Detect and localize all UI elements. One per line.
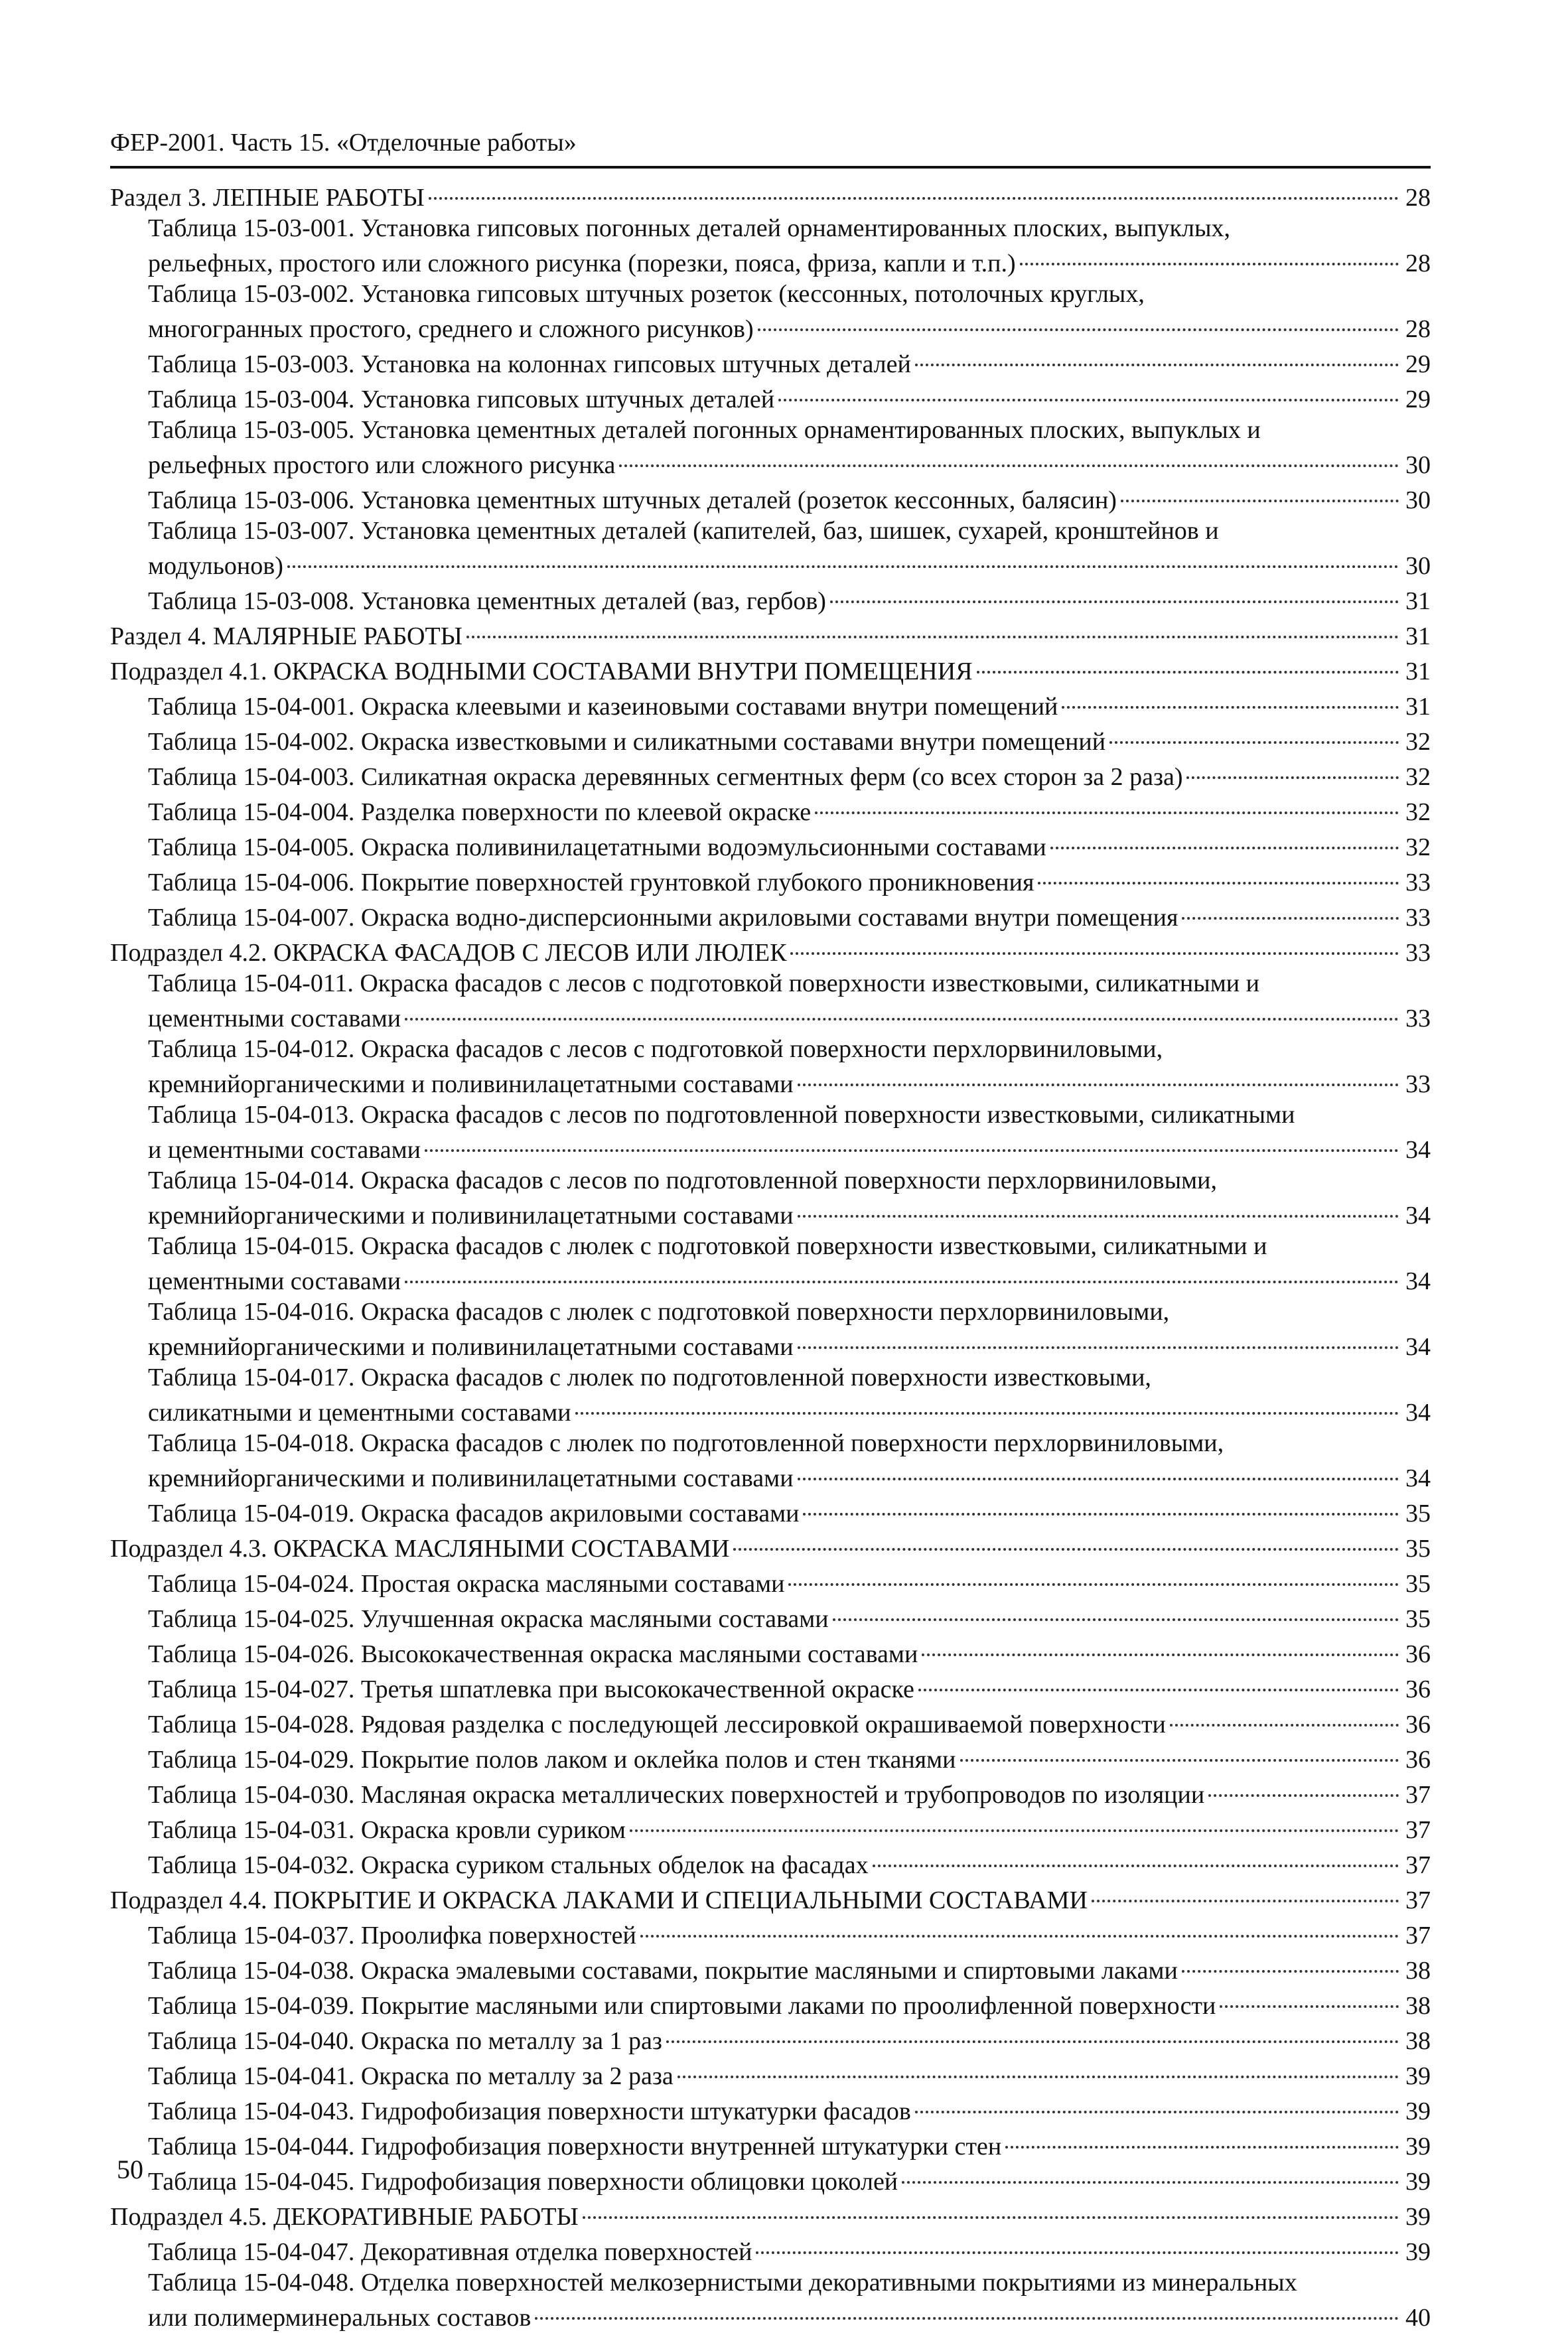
toc-table-entry: [110, 380, 1431, 415]
toc-page-number: 35: [1405, 1500, 1431, 1527]
toc-page-number: 37: [1405, 1851, 1431, 1879]
dot-leader: [960, 1734, 1399, 1762]
toc-page-number: 29: [1405, 386, 1431, 413]
dot-leader: [798, 1321, 1399, 1349]
toc-table-entry: [110, 2232, 1431, 2267]
dot-leader: [798, 1452, 1399, 1480]
toc-page-number: 39: [1405, 2062, 1431, 2090]
toc-entry-text: Подраздел 4.2. ОКРАСКА ФАСАДОВ С ЛЕСОВ ИЛИ ЛЮЛЕК: [110, 939, 787, 967]
dot-leader: [798, 1058, 1399, 1086]
toc-entry-text: Таблица 15-03-001. Установка гипсовых погонных деталей орнаментированных плоских, выпуклых,: [148, 214, 1230, 242]
dot-leader: [640, 1910, 1399, 1938]
toc-entry-line: [148, 999, 1431, 1034]
toc-page-number: 34: [1405, 1136, 1431, 1164]
toc-entry-line: [148, 480, 1431, 516]
dot-leader: [790, 927, 1399, 955]
toc-page-number: 28: [1405, 249, 1431, 277]
dot-leader: [778, 374, 1399, 401]
toc-table-entry: [110, 2267, 1431, 2333]
toc-entry-text: или полимерминеральных составов: [148, 2304, 532, 2332]
toc-page-number: 32: [1405, 833, 1431, 861]
dot-leader: [1062, 681, 1399, 709]
toc-page-number: 35: [1405, 1570, 1431, 1598]
toc-table-entry: [110, 1165, 1431, 1231]
toc-entry-text: Таблица 15-04-007. Окраска водно-дисперсионными акриловыми составами внутри помещения: [148, 904, 1178, 932]
toc-entry-text: Таблица 15-04-003. Силикатная окраска деревянных сегментных ферм (со всех сторон за 2 раза): [148, 763, 1183, 791]
toc-page-number: 32: [1405, 798, 1431, 826]
toc-page-number: 38: [1405, 1992, 1431, 2020]
toc-entry-text: Таблица 15-03-005. Установка цементных деталей погонных орнаментированных плоских, выпуклых и: [148, 416, 1261, 444]
dot-leader: [830, 575, 1399, 603]
toc-entry-text: Таблица 15-04-019. Окраска фасадов акриловыми составами: [148, 1500, 800, 1527]
toc-table-entry: [110, 1428, 1431, 1494]
toc-entry-text: Таблица 15-04-014. Окраска фасадов с лесов по подготовленной поверхности перхлорвиниловыми,: [148, 1166, 1218, 1194]
dot-leader: [1092, 1874, 1399, 1902]
toc-entry-text: многогранных простого, среднего и сложного рисунков): [148, 315, 754, 343]
toc-entry-text: Таблица 15-03-008. Установка цементных деталей (ваз, гербов): [148, 587, 826, 615]
dot-leader: [1186, 751, 1399, 779]
toc-entry-text: Таблица 15-04-018. Окраска фасадов с люлек по подготовленной поверхности перхлорвиниловыми,: [148, 1429, 1224, 1457]
toc-entry-text: Раздел 4. МАЛЯРНЫЕ РАБОТЫ: [110, 622, 463, 650]
toc-page-number: 39: [1405, 2238, 1431, 2266]
dot-leader: [619, 439, 1399, 467]
toc-section-entry: [110, 178, 1431, 213]
toc-page-number: 39: [1405, 2133, 1431, 2160]
toc-entry-text: Подраздел 4.1. ОКРАСКА ВОДНЫМИ СОСТАВАМИ ВНУТРИ ПОМЕЩЕНИЯ: [110, 658, 973, 685]
toc-entry-text: Таблица 15-04-012. Окраска фасадов с лесов с подготовкой поверхности перхлорвиниловыми,: [148, 1035, 1163, 1063]
toc-page-number: 36: [1405, 1640, 1431, 1668]
toc-entry-text: Таблица 15-04-041. Окраска по металлу за 2 раза: [148, 2062, 674, 2090]
dot-leader: [977, 646, 1399, 673]
toc-table-entry: [110, 1362, 1431, 1428]
toc-page-number: 34: [1405, 1464, 1431, 1492]
toc-entry-text: рельефных, простого или сложного рисунка (порезки, пояса, фриза, капли и т.п.): [148, 249, 1016, 277]
dot-leader: [803, 1488, 1399, 1516]
dot-leader: [466, 610, 1399, 638]
toc-entry-text: Таблица 15-04-040. Окраска по металлу за 1 раз: [148, 2027, 662, 2055]
toc-entry-text: Таблица 15-04-029. Покрытие полов лаком и оклейка полов и стен тканями: [148, 1746, 956, 1774]
toc-entry-line: [148, 1261, 1431, 1297]
toc-table-entry: [110, 1231, 1431, 1297]
toc-entry-text: Таблица 15-04-027. Третья шпатлевка при высококачественной окраске: [148, 1675, 914, 1703]
toc-page-number: 34: [1405, 1399, 1431, 1427]
toc-table-entry: [110, 213, 1431, 279]
toc-entry-text: и цементными составами: [148, 1136, 421, 1164]
toc-entry-text: Таблица 15-04-045. Гидрофобизация поверхности облицовки цоколей: [148, 2168, 898, 2196]
dot-leader: [733, 1523, 1399, 1551]
toc-entry-line: [148, 1064, 1431, 1099]
toc-entry-line: [148, 1393, 1431, 1428]
toc-table-entry: [110, 968, 1431, 1034]
dot-leader: [425, 1124, 1399, 1152]
toc-page-number: 37: [1405, 1816, 1431, 1844]
toc-page-number: 34: [1405, 1202, 1431, 1230]
dot-leader: [756, 2226, 1399, 2254]
toc-entry-text: Таблица 15-03-002. Установка гипсовых штучных розеток (кессонных, потолочных круглых,: [148, 280, 1145, 308]
dot-leader: [583, 2191, 1399, 2219]
toc-page-number: 33: [1405, 1005, 1431, 1032]
toc-table-entry: [110, 1297, 1431, 1362]
toc-page-number: 37: [1405, 1922, 1431, 1949]
toc-table-entry: [110, 415, 1431, 480]
toc-entry-text: модульонов): [148, 552, 283, 580]
toc-entry-text: Таблица 15-04-025. Улучшенная окраска масляными составами: [148, 1605, 829, 1633]
dot-leader: [1121, 474, 1399, 502]
dot-leader: [873, 1839, 1399, 1867]
toc-entry-text: Таблица 15-04-032. Окраска суриком стальных обделок на фасадах: [148, 1851, 869, 1879]
dot-leader: [677, 2050, 1399, 2078]
toc-page-number: 33: [1405, 1070, 1431, 1098]
toc-page-number: 36: [1405, 1746, 1431, 1774]
dot-leader: [788, 1558, 1399, 1586]
toc-entry-text: Таблица 15-03-003. Установка на колоннах гипсовых штучных деталей: [148, 350, 911, 378]
toc-entry-text: Таблица 15-04-024. Простая окраска масляными составами: [148, 1570, 785, 1598]
dot-leader: [833, 1593, 1399, 1621]
dot-leader: [535, 2292, 1399, 2320]
toc-page-number: 39: [1405, 2203, 1431, 2231]
toc-page-number: 37: [1405, 1781, 1431, 1809]
dot-leader: [922, 1628, 1399, 1656]
toc-table-entry: [110, 480, 1431, 516]
toc-entry-text: Таблица 15-04-005. Окраска поливинилацетатными водоэмульсионными составами: [148, 833, 1046, 861]
toc-entry-text: Таблица 15-03-007. Установка цементных деталей (капителей, баз, шишек, сухарей, кронштейнов и: [148, 517, 1219, 545]
dot-leader: [1038, 857, 1399, 884]
dot-leader: [1182, 892, 1399, 920]
dot-leader: [815, 786, 1399, 814]
dot-leader: [575, 1387, 1399, 1415]
toc-entry-text: Таблица 15-04-043. Гидрофобизация поверхности штукатурки фасадов: [148, 2097, 911, 2125]
toc-page-number: 32: [1405, 728, 1431, 756]
running-header: ФЕР-2001. Часть 15. «Отделочные работы»: [110, 129, 577, 157]
toc-page-number: 31: [1405, 622, 1431, 650]
toc-section-entry: [110, 933, 1431, 968]
toc-page-number: 30: [1405, 451, 1431, 479]
toc-page-number: 29: [1405, 350, 1431, 378]
toc-entry-text: Таблица 15-04-031. Окраска кровли суриком: [148, 1816, 626, 1844]
toc-entry-line: [110, 178, 1431, 213]
toc-page-number: 35: [1405, 1535, 1431, 1563]
toc-page-number: 38: [1405, 2027, 1431, 2055]
dot-leader: [1050, 821, 1399, 849]
toc-page-number: 35: [1405, 1605, 1431, 1633]
toc-table-entry: [110, 279, 1431, 344]
toc-entry-text: Таблица 15-04-006. Покрытие поверхностей грунтовкой глубокого проникновения: [148, 869, 1034, 896]
toc-entry-text: силикатными и цементными составами: [148, 1399, 571, 1427]
page-number: 50: [117, 2155, 143, 2184]
toc-page-number: 36: [1405, 1711, 1431, 1738]
toc-page-number: 30: [1405, 552, 1431, 580]
toc-entry-text: Таблица 15-04-047. Декоративная отделка поверхностей: [148, 2238, 752, 2266]
dot-leader: [287, 540, 1399, 568]
toc-entry-text: Таблица 15-03-004. Установка гипсовых штучных деталей: [148, 386, 775, 413]
dot-leader: [1170, 1699, 1399, 1727]
toc-page-number: 39: [1405, 2168, 1431, 2196]
dot-leader: [918, 1663, 1399, 1691]
toc-entry-text: цементными составами: [148, 1005, 401, 1032]
toc-page-number: 39: [1405, 2097, 1431, 2125]
dot-leader: [758, 303, 1399, 331]
toc-entry-text: рельефных простого или сложного рисунка: [148, 451, 616, 479]
toc-entry-text: Раздел 3. ЛЕПНЫЕ РАБОТЫ: [110, 184, 425, 212]
toc-page-number: 38: [1405, 1957, 1431, 1985]
toc-page-number: 37: [1405, 1886, 1431, 1914]
toc-entry-text: кремнийорганическими и поливинилацетатными составами: [148, 1070, 794, 1098]
dot-leader: [915, 2086, 1399, 2113]
toc-entry-text: Таблица 15-04-017. Окраска фасадов с люлек по подготовленной поверхности известковыми,: [148, 1364, 1151, 1391]
toc-entry-text: Таблица 15-04-030. Масляная окраска металлических поверхностей и трубопроводов по изоляции: [148, 1781, 1205, 1809]
toc-page-number: 34: [1405, 1333, 1431, 1361]
toc-page-number: 33: [1405, 939, 1431, 967]
toc-entry-text: Подраздел 4.3. ОКРАСКА МАСЛЯНЫМИ СОСТАВАМИ: [110, 1535, 730, 1563]
toc-entry-text: кремнийорганическими и поливинилацетатными составами: [148, 1464, 794, 1492]
toc-entry-line: [148, 1327, 1431, 1362]
toc-entry-text: Подраздел 4.5. ДЕКОРАТИВНЫЕ РАБОТЫ: [110, 2203, 579, 2231]
toc-entry-text: Подраздел 4.4. ПОКРЫТИЕ И ОКРАСКА ЛАКАМИ И СПЕЦИАЛЬНЫМИ СОСТАВАМИ: [110, 1886, 1088, 1914]
toc-entry-text: Таблица 15-04-039. Покрытие масляными или спиртовыми лаками по проолифленной поверхности: [148, 1992, 1216, 2020]
dot-leader: [405, 1255, 1399, 1283]
toc-entry-text: Таблица 15-04-026. Высококачественная окраска масляными составами: [148, 1640, 918, 1668]
toc-page-number: 34: [1405, 1267, 1431, 1295]
toc-entry-line: [148, 2232, 1431, 2267]
toc-page-number: 28: [1405, 184, 1431, 212]
toc-entry-line: [148, 2298, 1431, 2333]
dot-leader: [1220, 1980, 1399, 2008]
dot-leader: [902, 2156, 1399, 2184]
toc-page-number: 30: [1405, 486, 1431, 514]
table-of-contents: [110, 178, 1431, 2333]
toc-entry-text: Таблица 15-04-028. Рядовая разделка с последующей лессировкой окрашиваемой поверхности: [148, 1711, 1166, 1738]
toc-entry-text: кремнийорганическими и поливинилацетатными составами: [148, 1333, 794, 1361]
dot-leader: [798, 1190, 1399, 1218]
dot-leader: [1005, 2121, 1399, 2149]
dot-leader: [915, 338, 1399, 366]
toc-entry-text: Таблица 15-04-002. Окраска известковыми и силикатными составами внутри помещений: [148, 728, 1106, 756]
toc-entry-text: кремнийорганическими и поливинилацетатными составами: [148, 1202, 794, 1230]
toc-entry-text: Таблица 15-04-011. Окраска фасадов с лесов с подготовкой поверхности известковыми, силикатными и: [148, 969, 1259, 997]
toc-entry-line: [148, 1130, 1431, 1165]
toc-page-number: 31: [1405, 693, 1431, 721]
toc-entry-text: Таблица 15-04-037. Проолифка поверхностей: [148, 1922, 636, 1949]
toc-entry-text: Таблица 15-04-044. Гидрофобизация поверхности внутренней штукатурки стен: [148, 2133, 1002, 2160]
toc-table-entry: [110, 516, 1431, 581]
toc-entry-text: Таблица 15-04-013. Окраска фасадов с лесов по подготовленной поверхности известковыми, силикатными: [148, 1101, 1295, 1129]
dot-leader: [1208, 1769, 1399, 1797]
header-rule: [110, 166, 1431, 169]
toc-entry-line: [148, 244, 1431, 279]
toc-page-number: 40: [1405, 2304, 1431, 2332]
toc-page-number: 28: [1405, 315, 1431, 343]
toc-entry-line: [110, 933, 1431, 968]
toc-entry-text: Таблица 15-04-004. Разделка поверхности по клеевой окраске: [148, 798, 812, 826]
toc-entry-text: цементными составами: [148, 1267, 401, 1295]
dot-leader: [1182, 1945, 1399, 1973]
toc-page-number: 36: [1405, 1675, 1431, 1703]
toc-entry-text: Таблица 15-04-015. Окраска фасадов с люлек с подготовкой поверхности известковыми, силикатными и: [148, 1232, 1267, 1260]
toc-page-number: 31: [1405, 658, 1431, 685]
dot-leader: [429, 172, 1399, 200]
toc-page-number: 32: [1405, 763, 1431, 791]
toc-page-number: 33: [1405, 869, 1431, 896]
toc-page-number: 31: [1405, 587, 1431, 615]
dot-leader: [630, 1804, 1399, 1832]
dot-leader: [405, 993, 1399, 1021]
toc-page-number: 33: [1405, 904, 1431, 932]
toc-table-entry: [110, 1034, 1431, 1099]
toc-entry-text: Таблица 15-04-016. Окраска фасадов с люлек с подготовкой поверхности перхлорвиниловыми,: [148, 1298, 1170, 1326]
toc-entry-line: [148, 380, 1431, 415]
toc-entry-text: Таблица 15-04-001. Окраска клеевыми и казеиновыми составами внутри помещений: [148, 693, 1058, 721]
toc-entry-text: Таблица 15-04-048. Отделка поверхностей мелкозернистыми декоративными покрытиями из минеральных: [148, 2269, 1297, 2297]
dot-leader: [1020, 238, 1399, 265]
toc-entry-line: [148, 1196, 1431, 1231]
toc-entry-text: Таблица 15-04-038. Окраска эмалевыми составами, покрытие масляными и спиртовыми лаками: [148, 1957, 1178, 1985]
toc-table-entry: [110, 1099, 1431, 1165]
dot-leader: [666, 2015, 1399, 2043]
dot-leader: [1109, 716, 1399, 744]
toc-entry-text: Таблица 15-03-006. Установка цементных штучных деталей (розеток кессонных, балясин): [148, 486, 1117, 514]
